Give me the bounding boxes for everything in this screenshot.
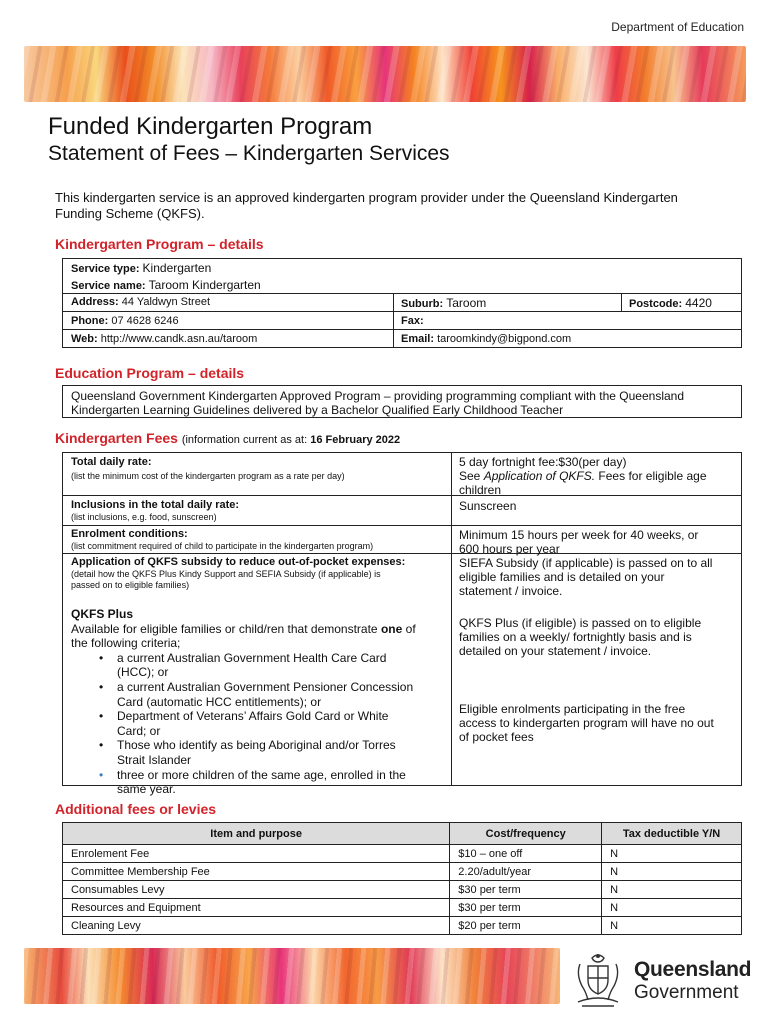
free-access-value-2: access to kindergarten program will have no out — [459, 716, 714, 730]
service-type-value: Kindergarten — [142, 261, 212, 275]
suburb-cell — [393, 294, 494, 313]
levies-heading: Additional fees or levies — [55, 801, 217, 817]
application-hint-2: passed on to eligible families) — [71, 580, 190, 590]
fees-heading-text: Kindergarten Fees — [55, 430, 178, 446]
postcode-label: Postcode: — [629, 298, 683, 310]
application-hint-1: (detail how the QKFS Plus Kindy Support and SEFIA Subsidy (if applicable) is — [71, 569, 381, 579]
daily-rate-value-2-prefix: See — [459, 469, 481, 483]
education-details-heading: Education Program – details — [55, 365, 245, 381]
fees-note — [182, 434, 400, 446]
postcode-value: 4420 — [685, 296, 712, 310]
levy-tax: N — [602, 917, 742, 935]
education-line-2: Kindergarten Learning Guidelines delivered by a Bachelor Qualified Early Childhood Teacher — [71, 403, 564, 417]
levy-cost: 2.20/adult/year — [450, 863, 602, 881]
application-cell — [63, 553, 451, 799]
levies-table — [62, 822, 742, 935]
fees-table — [62, 452, 742, 797]
fees-note-date: 16 February 2022 — [310, 434, 401, 446]
daily-rate-label: Total daily rate: — [71, 456, 152, 468]
department-label: Department of Education — [611, 20, 744, 34]
page-title: Funded Kindergarten Program — [48, 113, 373, 140]
column-header-cost: Cost/frequency — [450, 823, 602, 845]
qkfs-plus-value-2: families on a weekly/ fortnightly basis and is — [459, 630, 692, 644]
decorative-banner-top — [24, 46, 746, 102]
levy-tax: N — [602, 845, 742, 863]
bullet-icon: • — [99, 650, 104, 665]
application-value-1: SIEFA Subsidy (if applicable) is passed on to all — [459, 556, 713, 570]
bullet-icon: • — [99, 767, 104, 782]
daily-rate-cell — [63, 453, 451, 484]
table-row — [63, 917, 742, 935]
fax-label: Fax: — [401, 315, 424, 327]
qkfs-plus-intro-1c: of — [405, 621, 416, 636]
coat-of-arms-icon — [572, 950, 624, 1010]
page-subtitle: Statement of Fees – Kindergarten Services — [48, 142, 450, 165]
levy-cost: $30 per term — [450, 899, 602, 917]
fees-heading — [55, 430, 400, 446]
qkfs-plus-value-3: detailed on your statement / invoice. — [459, 644, 652, 658]
enrolment-value-1: Minimum 15 hours per week for 40 weeks, or — [459, 528, 699, 542]
levy-item: Consumables Levy — [63, 881, 450, 899]
web-cell — [63, 330, 265, 348]
inclusions-value: Sunscreen — [459, 499, 517, 513]
table-row — [63, 863, 742, 881]
service-type-label: Service type: — [71, 263, 140, 275]
daily-rate-value-2-suffix: Fees for eligible age — [595, 469, 707, 483]
levy-item: Resources and Equipment — [63, 899, 450, 917]
list-item: • a current Australian Government Pensioner Concession Card (automatic HCC entitlements); or — [99, 679, 414, 709]
service-name-label: Service name: — [71, 280, 146, 292]
table-row — [63, 899, 742, 917]
qkfs-plus-section — [71, 607, 443, 797]
email-link[interactable]: taroomkindy@bigpond.com — [437, 333, 572, 345]
enrolment-hint: (list commitment required of child to participate in the kindergarten program) — [71, 541, 374, 551]
list-item: • Department of Veterans’ Affairs Gold Card or White Card; or — [99, 709, 389, 738]
address-value: 44 Yaldwyn Street — [121, 296, 211, 308]
column-header-tax: Tax deductible Y/N — [602, 823, 742, 845]
address-label: Address: — [71, 296, 119, 308]
application-value-3: statement / invoice. — [459, 584, 563, 598]
enrolment-label: Enrolment conditions: — [71, 528, 188, 540]
qkfs-plus-intro-1 — [71, 622, 443, 637]
bullet-icon: • — [99, 679, 104, 694]
bullet-icon: • — [99, 709, 104, 724]
intro-text: This kindergarten service is an approved kindergarten program provider under the Queensland Kindergarten Funding Scheme (QKFS). — [55, 190, 678, 221]
program-details-box — [62, 258, 742, 348]
table-row — [63, 845, 742, 863]
levies-header-row — [63, 823, 742, 845]
education-details-box — [62, 385, 742, 418]
levy-cost: $20 per term — [450, 917, 602, 935]
daily-rate-value-cell — [451, 453, 743, 499]
daily-rate-value-3: children — [459, 483, 502, 497]
free-access-value-3: of pocket fees — [459, 730, 534, 744]
email-label: Email: — [401, 333, 435, 345]
suburb-label: Suburb: — [401, 298, 444, 310]
phone-cell — [63, 312, 187, 330]
qkfs-plus-intro-1a: Available for eligible families or child/ren that demonstrate — [71, 621, 378, 636]
free-access-value-1: Eligible enrolments participating in the free — [459, 702, 686, 716]
levy-item: Enrolement Fee — [63, 845, 450, 863]
enrolment-value-2: 600 hours per year — [459, 542, 560, 556]
postcode-cell — [621, 294, 720, 313]
levy-cost: $30 per term — [450, 881, 602, 899]
phone-value: 07 4628 6246 — [111, 315, 179, 327]
email-cell — [393, 330, 579, 348]
application-value-cell — [451, 554, 743, 746]
inclusions-hint: (list inclusions, e.g. food, sunscreen) — [71, 512, 217, 522]
fax-cell — [393, 312, 432, 330]
qkfs-plus-value-1: QKFS Plus (if eligible) is passed on to eligible — [459, 616, 702, 630]
program-details-heading: Kindergarten Program – details — [55, 236, 264, 252]
fees-note-prefix: (information current as at: — [181, 434, 308, 446]
qkfs-criteria-list — [79, 651, 443, 797]
application-label: Application of QKFS subsidy to reduce out-of-pocket expenses: — [71, 556, 406, 568]
queensland-government-logo — [572, 950, 752, 1010]
address-cell — [63, 293, 218, 311]
table-row — [63, 881, 742, 899]
daily-rate-value-1: 5 day fortnight fee:$30(per day) — [459, 455, 627, 469]
levy-item: Cleaning Levy — [63, 917, 450, 935]
qkfs-plus-title: QKFS Plus — [71, 607, 134, 621]
levy-tax: N — [602, 881, 742, 899]
daily-rate-value-2-italic: Application of QKFS. — [483, 469, 596, 483]
levy-cost: $10 – one off — [450, 845, 602, 863]
suburb-value: Taroom — [446, 296, 487, 310]
application-value-2: eligible families and is detailed on your — [459, 570, 665, 584]
web-label: Web: — [71, 333, 98, 345]
levy-tax: N — [602, 863, 742, 881]
logo-text-government: Government — [634, 982, 739, 1003]
column-header-item: Item and purpose — [63, 823, 450, 845]
decorative-banner-bottom — [24, 948, 560, 1004]
levy-item: Committee Membership Fee — [63, 863, 450, 881]
levy-tax: N — [602, 899, 742, 917]
web-link[interactable]: http://www.candk.asn.au/taroom — [100, 333, 258, 345]
bullet-icon: • — [99, 738, 104, 753]
enrolment-cell — [63, 525, 451, 554]
list-item: • a current Australian Government Health Care Card (HCC); or — [99, 650, 387, 680]
phone-label: Phone: — [71, 315, 109, 327]
qkfs-plus-intro-1b: one — [380, 621, 403, 636]
education-line-1: Queensland Government Kindergarten Approved Program – providing programming compliant with the Queensland — [71, 389, 685, 403]
service-name-value: Taroom Kindergarten — [148, 278, 261, 292]
qkfs-plus-intro-2: the following criteria; — [71, 636, 181, 651]
inclusions-label: Inclusions in the total daily rate: — [71, 499, 240, 511]
daily-rate-value-2 — [459, 469, 735, 483]
list-item: • Those who identify as being Aboriginal and/or Torres Strait Islander — [99, 738, 396, 767]
logo-text-queensland: Queensland — [634, 958, 752, 981]
list-item: • three or more children of the same age, enrolled in the same year. — [99, 767, 406, 797]
daily-rate-hint: (list the minimum cost of the kindergarten program as a rate per day) — [71, 471, 345, 481]
inclusions-cell — [63, 496, 451, 525]
